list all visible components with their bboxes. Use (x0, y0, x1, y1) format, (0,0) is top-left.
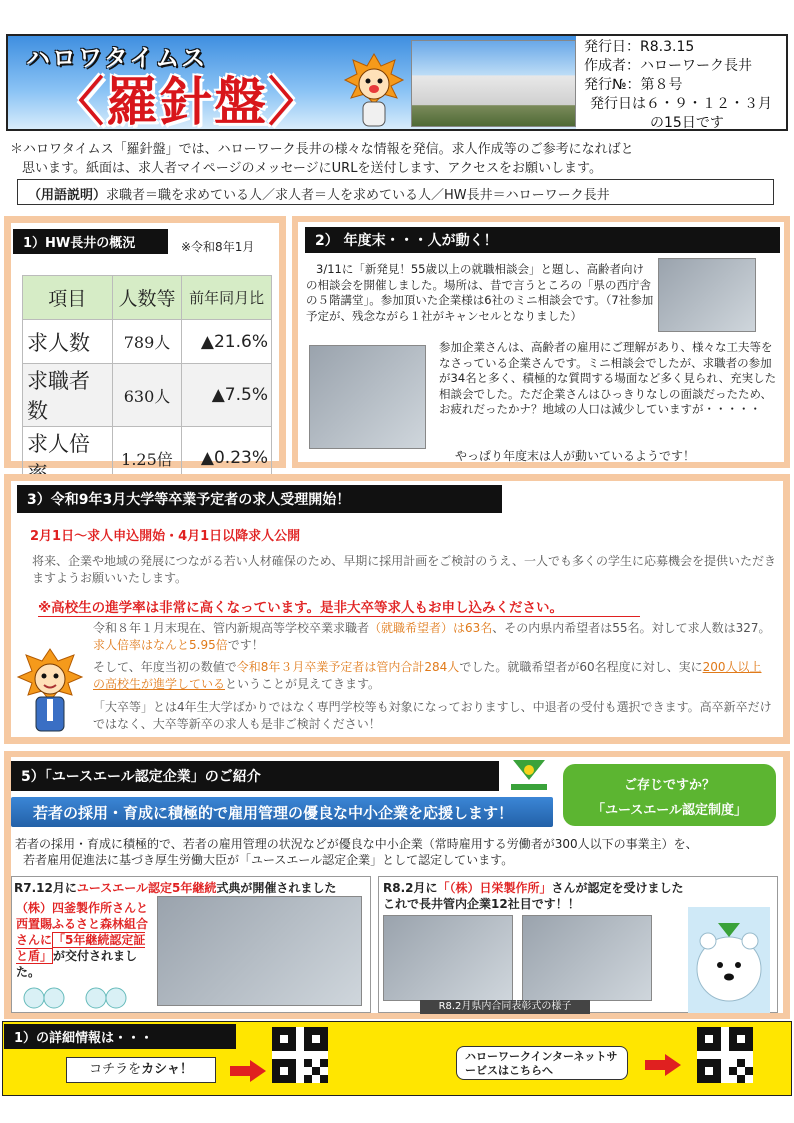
highlight-text: 200人以上の高校生が進学している (93, 660, 762, 691)
guide-character-illustration (14, 645, 86, 735)
col-header-count: 人数等 (112, 276, 182, 320)
section3-para3 (93, 659, 773, 693)
issue-info (584, 38, 784, 133)
text: そして、年度当初の数値で (93, 660, 237, 674)
highlight-text: 「（株）日栄製作所」 (437, 881, 552, 895)
overview-table (22, 275, 272, 490)
section3-heading: 3）令和9年3月大学等卒業予定者の求人受理開始！ (17, 485, 502, 513)
section3-alert: ※高校生の進学率は非常に高くなっています。是非大卒等求人もお申し込みください。 (38, 596, 640, 617)
text: R8.2月に (383, 881, 438, 895)
section3-para4: 「大卒等」とは4年生大学ばかりではなく専門学校等も対象になっておりますし、中退者の受付も選択できます。高卒新卒だけではなく、大卒等新卒の求人も是非ご検討ください！ (93, 700, 772, 731)
bird-mascot-icon (82, 982, 130, 1010)
award-photo-caption: R8.2月県内合同表彰式の様子 (420, 1000, 590, 1014)
consultation-photo-2 (309, 345, 426, 449)
badge-system-name: 「ユースエール認定制度」 (591, 803, 748, 818)
col-header-item: 項目 (23, 276, 113, 320)
issue-date: 発行日：R8.3.15 (584, 39, 695, 55)
section2-closing: やっぱり年度末は人が動いているようです！ (455, 449, 696, 463)
intro-line-1: ＊ハロワタイムス「羅針盤」では、ハローワーク長井の様々な情報を発信。求人作成等のご参考になればと (10, 142, 634, 157)
glossary-label: （用語説明） (28, 188, 107, 203)
ceremony-title (14, 879, 336, 896)
row-label: 求人数 (23, 320, 113, 364)
text: さんが認定を受けました (551, 881, 684, 895)
youth-yell-badge (563, 764, 776, 826)
issue-schedule: 発行日は６・９・１２・３月 (590, 96, 772, 112)
polar-bear-mascot (688, 907, 770, 1013)
footer-detail-label: 1）の詳細情報は・・・ (4, 1024, 236, 1049)
text: です！ (227, 638, 264, 652)
section2-heading: 2） 年度末・・・人が動く！ (305, 227, 780, 253)
kochira-emphasis: カシャ！ (141, 1062, 193, 1077)
kochira-text: コチラを (89, 1062, 142, 1077)
glossary-text: 求職者＝職を求めている人／求人者＝人を求めている人／HW長井＝ハローワーク長井 (106, 188, 610, 203)
text: ということが見えてきます。 (225, 677, 381, 691)
highlight-text: 令和8年３月卒業予定者は管内合計284人 (236, 660, 460, 674)
masthead-title-big: 〈羅針盤〉 (52, 73, 323, 133)
ceremony-body (16, 900, 156, 980)
row-value: 789人 (112, 320, 182, 364)
masthead-title-small: ハロワタイムス (26, 44, 208, 72)
row-label: 求職者数 (23, 364, 113, 427)
arrow-right-icon (230, 1060, 266, 1082)
desc-line: 若者の採用・育成に積極的で、若者の雇用管理の状況などが優良な中小企業（常時雇用する労働者が300人以下の事業主）を、 (15, 837, 698, 851)
award-photo-1 (383, 915, 513, 1001)
issue-schedule-2: の15日です (650, 115, 724, 131)
section2-para1: 3/11に「新発見！55歳以上の就職相談会」と題し、高齢者向けの相談会を開催しました。場所は、昔で言うところの「県の西庁舎の５階講堂」。参加頂いた企業様は6社のミニ相談会です。（7社参加予定が、残念ながら１社がキャンセルとなりました） (306, 262, 654, 323)
bird-mascot-icon (20, 982, 68, 1010)
highlight-text: （就職希望者）は63名 (369, 621, 493, 635)
desc-line: 若者雇用促進法に基づき厚生労働大臣が「ユースエール認定企業」として認定しています。 (23, 853, 514, 867)
col-header-yoy: 前年同月比 (182, 276, 272, 320)
mascot-illustration (343, 52, 405, 130)
highlight-text: （株）四釜製作所さんと西置賜ふるさと森林組合さんに (16, 901, 149, 947)
section3-para2 (93, 620, 773, 654)
badge-question: ご存じですか？ (623, 778, 715, 793)
section5-heading: 5）「ユースエール認定企業」のご紹介 (11, 761, 499, 791)
intro-line-2: 思います。紙面は、求人者マイページのメッセージにURLを送付します、アクセスをお願いします。 (22, 161, 602, 176)
section2-para2: 参加企業さんは、高齢者の雇用にご理解があり、様々な工夫等をなさっている企業さんです。ミニ相談会でしたが、求職者の参加が34名と多く、積極的な質問する場面など多く見られ、充実した相談会でした。ただ企業さんはひっきりなしの面談だったため、お疲れだったかナ？地域の人口は減少していますが・・・・・ (439, 340, 777, 416)
row-value: 1.25倍 (112, 427, 182, 490)
certification-title (383, 879, 684, 896)
row-yoy: ▲7.5% (182, 364, 272, 427)
text: R7.12月に (14, 881, 77, 895)
issue-number: 発行№：第８号 (584, 77, 683, 93)
qr-code-icon[interactable] (272, 1027, 328, 1083)
office-building-photo (411, 40, 576, 127)
text: でした。就職希望者が60名程度に対し、実に (459, 660, 703, 674)
text: 令和８年１月末現在、管内新規高等学校卒業求職者 (93, 621, 370, 635)
row-label: 求人倍 (23, 427, 113, 490)
issue-author: 作成者：ハローワーク長井 (584, 58, 752, 74)
certification-subtitle: これで長井管内企業12社目です！！ (383, 897, 580, 911)
highlight-text: 「5年継続認定証と盾」 (16, 933, 146, 963)
glossary-box (17, 179, 774, 205)
kochira-button[interactable] (66, 1057, 216, 1083)
section1-note: ※令和8年1月 (181, 240, 255, 254)
internet-service-link[interactable]: ハローワークインターネットサービスはこちらへ (456, 1046, 628, 1080)
section3-para1: 将来、企業や地域の発展につながる若い人材確保のため、早期に採用計画をご検討のうえ、一人でも多くの学生に応募機会を提供いただきますようお願いいたします。 (32, 554, 777, 585)
text: 式典が開催されました (216, 881, 337, 895)
award-photo-2 (522, 915, 652, 1001)
text: 、その内県内希望者は55名。対して求人数は327。 (492, 621, 771, 635)
section5-banner: 若者の採用・育成に積極的で雇用管理の優良な中小企業を応援します！ (11, 797, 553, 827)
consultation-photo-1 (658, 258, 756, 332)
arrow-right-icon (645, 1054, 681, 1076)
section1-heading: 1）HW長井の概況 (13, 229, 168, 254)
ceremony-group-photo (157, 896, 362, 1006)
highlight-text: ユースエール認定5年継続 (76, 881, 217, 895)
row-yoy: ▲0.23% (182, 427, 272, 490)
qr-code-icon[interactable] (697, 1027, 753, 1083)
highlight-text: 求人倍率はなんと5.95倍 (93, 638, 228, 652)
section5-desc (15, 836, 783, 868)
section3-dates: 2月1日～求人申込開始・4月1日以降求人公開 (30, 529, 301, 544)
text: が交付されました。 (16, 949, 138, 979)
youth-yell-logo (507, 758, 551, 794)
row-value: 630人 (112, 364, 182, 427)
row-yoy: ▲21.6% (182, 320, 272, 364)
